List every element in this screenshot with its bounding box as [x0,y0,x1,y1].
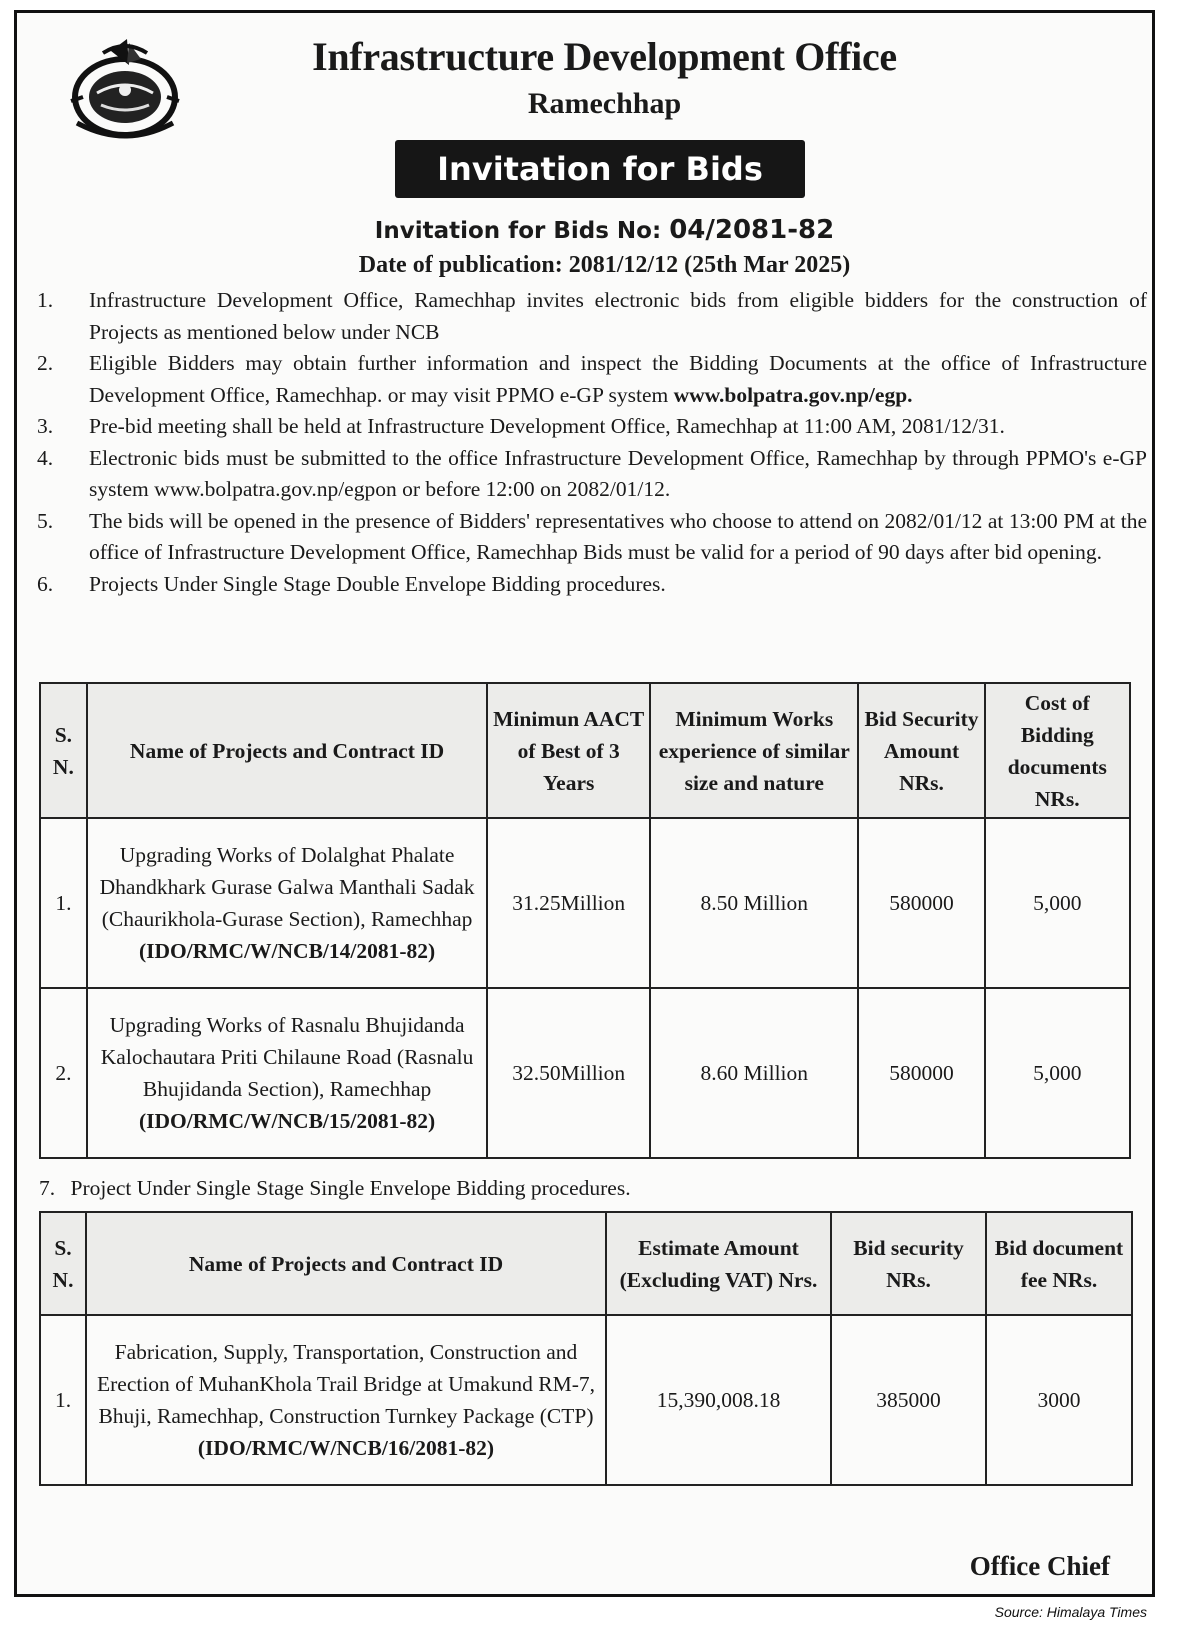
experience-value: 8.50 Million [650,818,858,988]
project-name: Upgrading Works of Dolalghat Phalate Dhandkhark Gurase Galwa Manthali Sadak (Chaurikhola-Gurase Section), Ramechhap [99,843,475,931]
experience-value: 8.60 Million [650,988,858,1158]
table-header-row [40,1212,1132,1315]
document-cost-value: 5,000 [985,818,1130,988]
column-header: Bid Security Amount NRs. [858,683,984,818]
clause-text: Pre-bid meeting shall be held at Infrastructure Development Office, Ramechhap at 11:00 AM, 2081/12/31. [89,414,1005,438]
document-cost-value: 5,000 [985,988,1130,1158]
document-fee-value: 3000 [986,1315,1132,1485]
clause-item [37,506,1147,569]
bid-security-value: 385000 [831,1315,986,1485]
clause-item [39,1173,631,1204]
serial-number: 2. [40,988,87,1158]
clause-text: Project Under Single Stage Single Envelope Bidding procedures. [70,1176,631,1200]
clause-item [37,348,1147,411]
column-header: Minimum Works experience of similar size and nature [650,683,858,818]
column-header: Estimate Amount (Excluding VAT) Nrs. [606,1212,831,1315]
notice-frame [14,10,1155,1597]
project-name: Fabrication, Supply, Transportation, Construction and Erection of MuhanKhola Trail Bridge at Umakund RM-7, Bhuji, Ramechhap, Construction Turnkey Package (CTP) [96,1340,596,1428]
serial-number: 1. [40,818,87,988]
ifb-number-line [17,215,1152,245]
clause-text: Projects Under Single Stage Double Envelope Bidding procedures. [89,571,666,596]
column-header: S. N. [40,683,87,818]
ifb-number: 04/2081-82 [669,215,835,245]
bid-security-value: 580000 [858,988,984,1158]
clause-number: 6. [37,571,54,596]
clause-list [37,285,1147,600]
clause-number: 2. [37,351,54,375]
aact-value: 32.50Million [487,988,650,1158]
source-credit: Source: Himalaya Times [994,1604,1147,1620]
project-cell [87,818,488,988]
egp-link[interactable]: www.bolpatra.gov.np/egp. [673,382,913,407]
table-header-row [40,683,1130,818]
clause-number: 4. [37,445,54,470]
project-name: Upgrading Works of Rasnalu Bhujidanda Kalochautara Priti Chilaune Road (Rasnalu Bhujidanda Section), Ramechhap [100,1013,474,1101]
clause-number: 1. [37,288,54,312]
office-name: Infrastructure Development Office [312,34,897,79]
bid-security-value: 580000 [858,818,984,988]
contract-id: (IDO/RMC/W/NCB/15/2081-82) [138,1109,436,1133]
signatory: Office Chief [969,1551,1110,1581]
publication-date: Date of publication: 2081/12/12 (25th Mar 2025) [358,252,851,278]
table-row [40,818,1130,988]
table-row [40,1315,1132,1485]
clause-text: Infrastructure Development Office, Ramechhap invites electronic bids from eligible bidders for the construction of Projects as mentioned below under NCB [89,288,1147,344]
aact-value: 31.25Million [487,818,650,988]
clause-item [37,569,1147,601]
office-location: Ramechhap [527,87,682,120]
clause-number: 3. [37,414,54,438]
table-row [40,988,1130,1158]
clause-text: Electronic bids must be submitted to the office Infrastructure Development Office, Ramechhap by through PPMO's e-GP system www.bolpatra.gov.np/egpon or before 12:00 on 2082/01/12. [89,445,1147,501]
double-envelope-projects-table [39,682,1131,1159]
project-cell [87,988,488,1158]
column-header: Minimun AACT of Best of 3 Years [487,683,650,818]
ifb-label: Invitation for Bids No: [374,218,662,244]
column-header: Cost of Bidding documents NRs. [985,683,1130,818]
contract-id: (IDO/RMC/W/NCB/16/2081-82) [197,1436,495,1460]
clause-number: 5. [37,508,54,533]
estimate-amount-value: 15,390,008.18 [606,1315,831,1485]
contract-id: (IDO/RMC/W/NCB/14/2081-82) [138,939,436,963]
serial-number: 1. [40,1315,86,1485]
clause-text: The bids will be opened in the presence of Bidders' representatives who choose to attend on 2082/01/12 at 13:00 PM at the office of Infrastructure Development Office, Ramechhap Bids must be valid for a period of 90 days after bid opening. [89,508,1147,564]
column-header: Name of Projects and Contract ID [87,683,488,818]
column-header: Name of Projects and Contract ID [86,1212,606,1315]
column-header: Bid document fee NRs. [986,1212,1132,1315]
clause-item [37,411,1147,443]
column-header: Bid security NRs. [831,1212,986,1315]
invitation-banner: Invitation for Bids [395,140,805,198]
clause-text: Eligible Bidders may obtain further information and inspect the Bidding Documents at the office of Infrastructure Development Office, Ramechhap. or may visit PPMO e-GP system [89,351,1147,407]
clause-number: 7. [39,1176,56,1200]
single-envelope-projects-table [39,1211,1133,1486]
column-header: S. N. [40,1212,86,1315]
clause-item [37,443,1147,506]
clause-item [37,285,1147,348]
project-cell [86,1315,606,1485]
